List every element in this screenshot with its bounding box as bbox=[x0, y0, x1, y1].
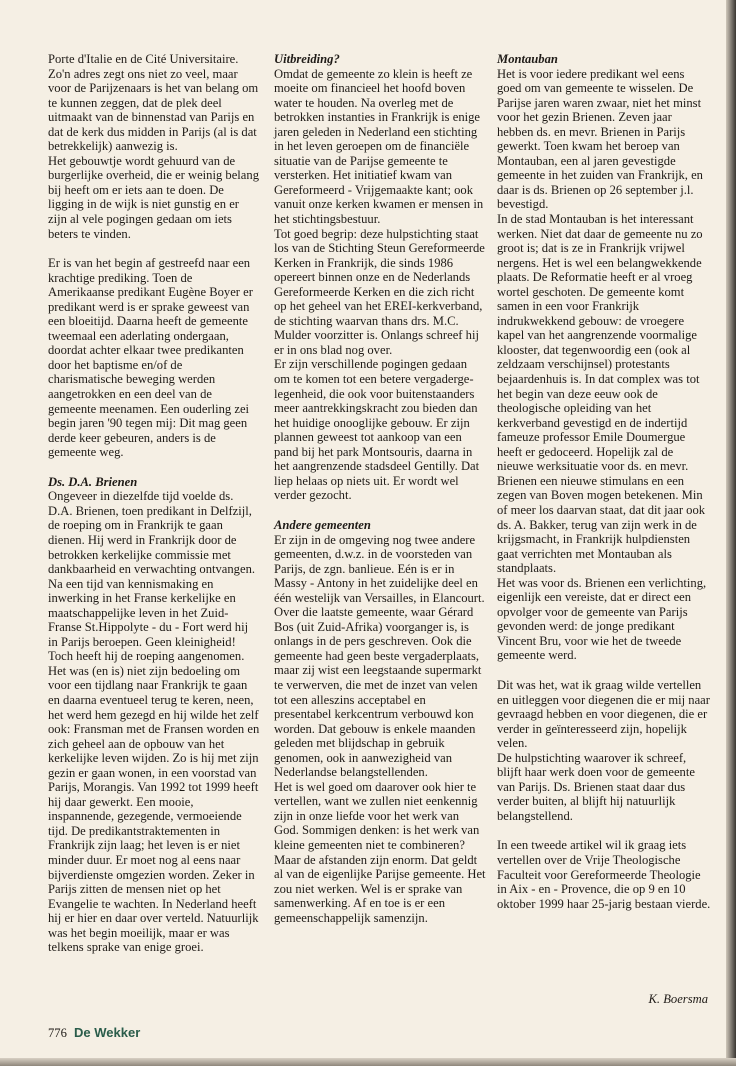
paragraph: Omdat de gemeente zo klein is heeft ze moeite om financieel het hoofd boven water te houden. Na overleg met de betrokken instanties in Frankrijk is enige jaren geleden in Nederland een stichting in het leven geroepen om de financiële situatie van de Parijse gemeente te versterken. Het initiatief kwam van Gereformeerd - Vrijgemaakte kant; ook vanuit onze kerken kwamen er mensen in het stichtingsbestuur. bbox=[274, 66, 484, 227]
paragraph: Er zijn in de omgeving nog twee andere gemeenten, d.w.z. in de voorsteden van Parijs, de zgn. banlieue. Eén is er in Massy - Antony in het zuidelijke deel en één westelijk van Versailles, in Elancourt. Over die laatste gemeente, waar Gérard Bos (uit Zuid-Afrika) voorganger is, is onlangs in de pers geschreven. Ook die gemeente had geen beste vergaderplaats, maar zij wist een leegstaande supermarkt te verwerven, die met de inzet van velen tot een alleszins acceptabel en presentabel kerkcentrum verbouwd kon worden. Dat gebouw is enkele maanden geleden met blijdschap in gebruik genomen, ook in aanwezigheid van Nederlandse belangstellenden. bbox=[274, 532, 485, 780]
paragraph: Tot goed begrip: deze hulpstichting staat los van de Stichting Steun Gereformeerde Kerken in Frankrijk, die sinds 1986 opereert binnen onze en de Nederlands Gereformeerde Kerken en die zich richt op het geheel van het EREI-kerkverband, de stichting waarvan thans drs. M.C. Mulder voorzitter is. Onlangs schreef hij er in ons blad nog over. bbox=[274, 226, 485, 357]
paragraph: In de stad Montauban is het interessant werken. Niet dat daar de gemeente nu zo groot is; dat is ze in Frankrijk vrijwel nergens. Het is wel een belangwekkende plaats. De Reformatie heeft er al vroeg wortel geschoten. De gemeente komt samen in een voor Frankrijk indrukwekkend gebouw: de vroegere kapel van het aangrenzende voormalige klooster, dat tegenwoordig een (ook al zeldzaam verschijnsel) protestants bejaardenhuis is. In dat complex was tot het begin van deze eeuw ook de theologische opleiding van het kerkverband gevestigd en de indertijd fameuze professor Emile Doumergue heeft er gedoceerd. Hopelijk zal de nieuwe werksituatie voor ds. en mevr. Brienen een nieuwe stimulans en een zegen van Boven mogen betekenen. Min of meer los daarvan staat, dat dit jaar ook ds. A. Bakker, terug van zijn werk in de krijgsmacht, in Frankrijk hulpdiensten gaat verrichten met Montauban als standplaats. bbox=[497, 212, 706, 576]
magazine-name: De Wekker bbox=[74, 1025, 141, 1040]
paragraph: Er zijn verschillende pogingen gedaan om te komen tot een betere vergadergelegenheid, die ook voor buitenstaanders meer aantrekkingskracht zou bieden dan het huidige onooglijke gebouw. Er zijn plannen geweest tot aankoop van een pand bij het park Montsouris, daarna in het aangrenzende stadsdeel Gentilly. Dat liep helaas op niets uit. Er wordt wel verder gezocht. bbox=[274, 357, 480, 503]
paragraph: Ongeveer in diezelfde tijd voelde ds. D.A. Brienen, toen predikant in Delfzijl, de roeping om in Frankrijk te gaan dienen. Hij werd in Frankrijk door de betrokken kerkelijke commissie met dankbaarheid en verwachting ontvangen. Na een tijd van kennismaking en inwerking in het Franse kerkelijke en maatschappelijke leven in het Zuid-Franse St.Hippolyte - du - Fort werd hij in Parijs beroepen. Geen kleinigheid! Toch heeft hij de roeping aangenomen. Het was (en is) niet zijn bedoeling om voor een tijdlang naar Frankrijk te gaan en daarna eventueel terug te keren, neen, het werd hem gezegd en hij wilde het zelf ook: Fransman met de Fransen worden en zich geheel aan de opbouw van het kerkelijke leven wijden. Zo is hij met zijn gezin er gaan wonen, in een voorstad van Parijs, Morangis. Van 1992 tot 1999 heeft hij daar gewerkt. Een mooie, inspannende, gezegende, vermoeiende tijd. De predikantstraktementen in Frankrijk zijn laag; het leven is er niet minder duur. Er moet nog al eens naar bijverdienste omgezien worden. Zeker in Parijs zitten de mensen niet op het Evangelie te wachten. In Nederland heeft hij er hier en daar over verteld. Natuurlijk was het begin moeilijk, maar er was telkens sprake van enige groei. bbox=[48, 489, 260, 955]
page-number: 776 bbox=[48, 1026, 67, 1040]
paragraph: De hulpstichting waarover ik schreef, blijft haar werk doen voor de gemeente van Parijs. Ds. Brienen staat daar dus verder buiten, al blijft hij natuurlijk belangstellend. bbox=[497, 750, 695, 823]
page-edge-bottom bbox=[0, 1058, 736, 1066]
paragraph: Dit was het, wat ik graag wilde vertellen en uitleggen voor diegenen die er mij naar gevraagd hebben en voor diegenen, die er verder in geïnteresseerd zijn, hopelijk velen. bbox=[497, 677, 710, 751]
section-heading-andere-gemeenten: Andere gemeenten bbox=[274, 517, 371, 532]
author-signature: K. Boersma bbox=[648, 992, 708, 1006]
column-right bbox=[497, 52, 711, 911]
column-left bbox=[48, 52, 260, 955]
page-edge-shadow bbox=[726, 0, 736, 1066]
paragraph: Het is voor iedere predikant wel eens goed om van gemeente te wisselen. De Parijse jaren waren zwaar, niet het minst voor het gezin Brienen. Zeven jaar hebben ds. en mevr. Brienen in Parijs gewerkt. Toen kwam het beroep van Montauban, een al jaren gevestigde gemeente in het zuiden van Frankrijk, en daar is ds. Brienen op 26 september j.l. bevestigd. bbox=[497, 66, 703, 212]
column-middle bbox=[274, 52, 486, 925]
paragraph: In een tweede artikel wil ik graag iets vertellen over de Vrije Theologische Faculteit voor Gereformeerde Theologie in Aix - en - Provence, die op 9 en 10 oktober 1999 haar 25-jarig bestaan vierde. bbox=[497, 838, 711, 911]
paragraph: Er is van het begin af gestreefd naar een krachtige prediking. Toen de Amerikaanse predikant Eugène Boyer er predikant werd is er sprake geweest van een bloeitijd. Daarna heeft de gemeente tweemaal een aderlating ondergaan, doordat achter elkaar twee predikanten door het baptisme en/of de charismatische beweging werden aangetrokken en een deel van de gemeente meenamen. Een ouderling zei begin jaren '90 tegen mij: Dit mag geen derde keer gebeuren, anders is de gemeente weg. bbox=[48, 256, 253, 460]
paragraph: Het was voor ds. Brienen een verlichting, eigenlijk een vereiste, dat er direct een opvolger voor de gemeente van Parijs gevonden werd: de jonge predikant Vincent Bru, voor wie het de tweede gemeente werd. bbox=[497, 575, 707, 663]
section-heading-brienen: Ds. D.A. Brienen bbox=[48, 474, 138, 489]
section-heading-montauban: Montauban bbox=[497, 52, 558, 66]
paragraph: Het is wel goed om daarover ook hier te vertellen, want we zullen niet eenkennig zijn in onze liefde voor het werk van God. Sommigen denken: is het werk van kleine gemeenten niet te combineren? Maar de afstanden zijn enorm. Dat geldt al van de eigenlijke Parijse gemeente. Het zou niet werken. Wel is er sprake van samenwerking. Af en toe is er een gemeenschappelijk samenzijn. bbox=[274, 779, 486, 925]
paragraph: Porte d'Italie en de Cité Universitaire. Zo'n adres zegt ons niet zo veel, maar voor de Parijzenaars is het van belang om te kunnen zeggen, dat de plek deel uitmaakt van de binnenstad van Parijs en dat de kerk dus midden in Parijs (al is dat betrekkelijk) aanwezig is. bbox=[48, 52, 259, 154]
section-heading-uitbreiding: Uitbreiding? bbox=[274, 52, 340, 66]
page-footer bbox=[48, 1025, 140, 1041]
paragraph: Het gebouwtje wordt gehuurd van de burgerlijke overheid, die er weinig belang bij heeft om er iets aan te doen. De ligging in de wijk is niet gunstig en er zijn al vele pogingen gedaan om iets beters te vinden. bbox=[48, 153, 259, 241]
